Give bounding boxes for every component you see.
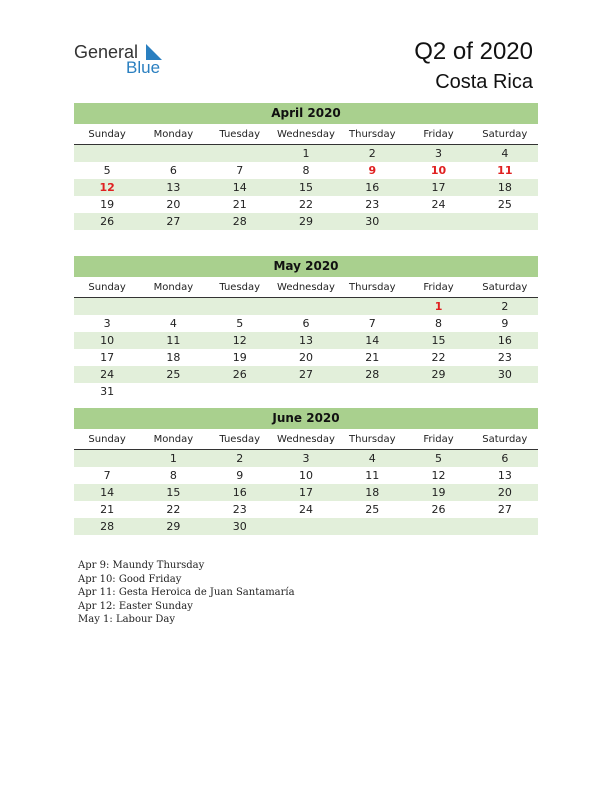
day-cell: 1: [302, 147, 310, 160]
day-cell: 27: [166, 215, 181, 228]
weekday-label: Thursday: [349, 129, 396, 140]
day-cell: 29: [166, 520, 181, 533]
day-cell: 30: [365, 215, 380, 228]
weekday-header-row: [74, 126, 538, 145]
week-row: [74, 518, 538, 535]
holiday-note: Apr 10: Good Friday: [78, 573, 182, 585]
day-cell: 16: [497, 334, 512, 347]
day-cell: 19: [100, 198, 115, 211]
weekday-label: Tuesday: [219, 129, 261, 140]
day-cell: [339, 298, 405, 315]
day-cell: 13: [166, 181, 181, 194]
day-cell: 26: [232, 368, 247, 381]
weekday-label: Sunday: [88, 129, 126, 140]
day-cell: 23: [497, 351, 512, 364]
day-cell: 24: [100, 368, 115, 381]
weekday-label: Saturday: [482, 434, 528, 445]
weekday-label: Sunday: [88, 434, 126, 445]
day-cell: 2: [236, 452, 244, 465]
day-cell: [207, 145, 273, 162]
month-calendar: [74, 103, 538, 230]
day-cell: 20: [298, 351, 313, 364]
day-cell: 12: [99, 181, 115, 194]
day-cell: 7: [368, 317, 376, 330]
day-cell: 4: [501, 147, 509, 160]
day-cell: 24: [298, 503, 313, 516]
week-row: [74, 501, 538, 518]
day-cell: [140, 298, 206, 315]
day-cell: 10: [430, 164, 447, 177]
day-cell: 21: [232, 198, 247, 211]
day-cell: 23: [365, 198, 380, 211]
day-cell: 15: [431, 334, 446, 347]
day-cell: 3: [435, 147, 443, 160]
day-cell: [140, 383, 206, 400]
day-cell: [207, 383, 273, 400]
day-cell: [405, 383, 471, 400]
day-cell: 4: [169, 317, 177, 330]
day-cell: 5: [236, 317, 244, 330]
day-cell: 18: [497, 181, 512, 194]
day-cell: [273, 383, 339, 400]
day-cell: 19: [232, 351, 247, 364]
day-cell: 18: [166, 351, 181, 364]
day-cell: 8: [302, 164, 310, 177]
week-row: [74, 196, 538, 213]
day-cell: 28: [100, 520, 115, 533]
week-row: [74, 484, 538, 501]
weekday-label: Tuesday: [219, 282, 261, 293]
brand-logo: [74, 40, 184, 80]
day-cell: 11: [365, 469, 380, 482]
week-row: [74, 315, 538, 332]
day-cell: 18: [365, 486, 380, 499]
day-cell: 23: [232, 503, 247, 516]
page-subtitle: Costa Rica: [435, 71, 533, 93]
day-cell: 14: [365, 334, 380, 347]
day-cell: 3: [103, 317, 111, 330]
month-calendar: [74, 256, 538, 400]
day-cell: 13: [298, 334, 313, 347]
weekday-label: Saturday: [482, 129, 528, 140]
day-cell: 1: [169, 452, 177, 465]
day-cell: 22: [298, 198, 313, 211]
day-cell: 9: [501, 317, 509, 330]
month-title: April 2020: [74, 103, 538, 124]
week-row: [74, 213, 538, 230]
holiday-note: May 1: Labour Day: [78, 614, 175, 625]
day-cell: [472, 518, 538, 535]
day-cell: [74, 298, 140, 315]
day-cell: 28: [365, 368, 380, 381]
day-cell: 27: [298, 368, 313, 381]
week-row: [74, 450, 538, 467]
week-row: [74, 332, 538, 349]
day-cell: 11: [166, 334, 181, 347]
day-cell: 22: [431, 351, 446, 364]
day-cell: 16: [232, 486, 247, 499]
day-cell: 17: [298, 486, 313, 499]
day-cell: 29: [298, 215, 313, 228]
day-cell: [405, 213, 471, 230]
day-cell: 5: [435, 452, 443, 465]
day-cell: 12: [232, 334, 247, 347]
day-cell: 21: [100, 503, 115, 516]
day-cell: 17: [100, 351, 115, 364]
day-cell: 28: [232, 215, 247, 228]
day-cell: 3: [302, 452, 310, 465]
day-cell: 14: [232, 181, 247, 194]
weekday-label: Monday: [153, 434, 194, 445]
day-cell: [273, 518, 339, 535]
month-calendar: [74, 408, 538, 535]
day-cell: 8: [435, 317, 443, 330]
month-title: May 2020: [74, 256, 538, 277]
week-row: [74, 467, 538, 484]
day-cell: 5: [103, 164, 111, 177]
day-cell: 9: [368, 164, 377, 177]
holiday-note: Apr 12: Easter Sunday: [78, 600, 193, 612]
day-cell: 15: [298, 181, 313, 194]
day-cell: 26: [100, 215, 115, 228]
weekday-label: Monday: [153, 282, 194, 293]
weekday-label: Friday: [423, 434, 454, 445]
week-row: [74, 145, 538, 162]
holiday-notes: [78, 559, 295, 627]
day-cell: 25: [497, 198, 512, 211]
day-cell: 24: [431, 198, 446, 211]
day-cell: 25: [166, 368, 181, 381]
day-cell: 2: [501, 300, 509, 313]
day-cell: 25: [365, 503, 380, 516]
day-cell: [472, 383, 538, 400]
page-title: Q2 of 2020: [414, 38, 533, 65]
day-cell: [273, 298, 339, 315]
day-cell: 30: [497, 368, 512, 381]
day-cell: [405, 518, 471, 535]
weekday-label: Wednesday: [277, 434, 335, 445]
day-cell: [140, 145, 206, 162]
holiday-note: Apr 11: Gesta Heroica de Juan Santamaría: [78, 587, 295, 598]
weekday-label: Tuesday: [219, 434, 261, 445]
day-cell: 29: [431, 368, 446, 381]
day-cell: 31: [100, 385, 115, 398]
day-cell: 20: [166, 198, 181, 211]
day-cell: 7: [236, 164, 244, 177]
holiday-note: Apr 9: Maundy Thursday: [78, 560, 205, 571]
day-cell: 15: [166, 486, 181, 499]
week-row: [74, 179, 538, 196]
week-row: [74, 383, 538, 400]
weekday-label: Saturday: [482, 282, 528, 293]
day-cell: [74, 145, 140, 162]
day-cell: 11: [497, 164, 513, 177]
day-cell: 19: [431, 486, 446, 499]
day-cell: 10: [100, 334, 115, 347]
day-cell: 1: [434, 300, 443, 313]
weekday-label: Sunday: [88, 282, 126, 293]
weekday-label: Thursday: [349, 282, 396, 293]
weekday-label: Wednesday: [277, 129, 335, 140]
day-cell: 30: [232, 520, 247, 533]
weekday-label: Thursday: [349, 434, 396, 445]
day-cell: 13: [497, 469, 512, 482]
day-cell: 6: [169, 164, 177, 177]
day-cell: 7: [103, 469, 111, 482]
day-cell: [207, 298, 273, 315]
weekday-header-row: [74, 279, 538, 298]
day-cell: 27: [497, 503, 512, 516]
week-row: [74, 298, 538, 315]
day-cell: 4: [368, 452, 376, 465]
week-row: [74, 349, 538, 366]
week-row: [74, 366, 538, 383]
day-cell: 26: [431, 503, 446, 516]
logo-blue-text: Blue: [126, 58, 161, 77]
weekday-label: Friday: [423, 282, 454, 293]
logo-general-text: General: [74, 42, 139, 62]
day-cell: [472, 213, 538, 230]
day-cell: [339, 518, 405, 535]
day-cell: 9: [236, 469, 244, 482]
weekday-label: Monday: [153, 129, 194, 140]
day-cell: 21: [365, 351, 380, 364]
day-cell: 22: [166, 503, 181, 516]
day-cell: 17: [431, 181, 446, 194]
weekday-header-row: [74, 431, 538, 450]
day-cell: 2: [368, 147, 376, 160]
day-cell: 16: [365, 181, 380, 194]
day-cell: 6: [501, 452, 509, 465]
day-cell: 14: [100, 486, 115, 499]
day-cell: 12: [431, 469, 446, 482]
weekday-label: Wednesday: [277, 282, 335, 293]
day-cell: [339, 383, 405, 400]
day-cell: 10: [298, 469, 313, 482]
week-row: [74, 162, 538, 179]
day-cell: [74, 450, 140, 467]
month-title: June 2020: [74, 408, 538, 429]
day-cell: 8: [169, 469, 177, 482]
weekday-label: Friday: [423, 129, 454, 140]
day-cell: 6: [302, 317, 310, 330]
day-cell: 20: [497, 486, 512, 499]
